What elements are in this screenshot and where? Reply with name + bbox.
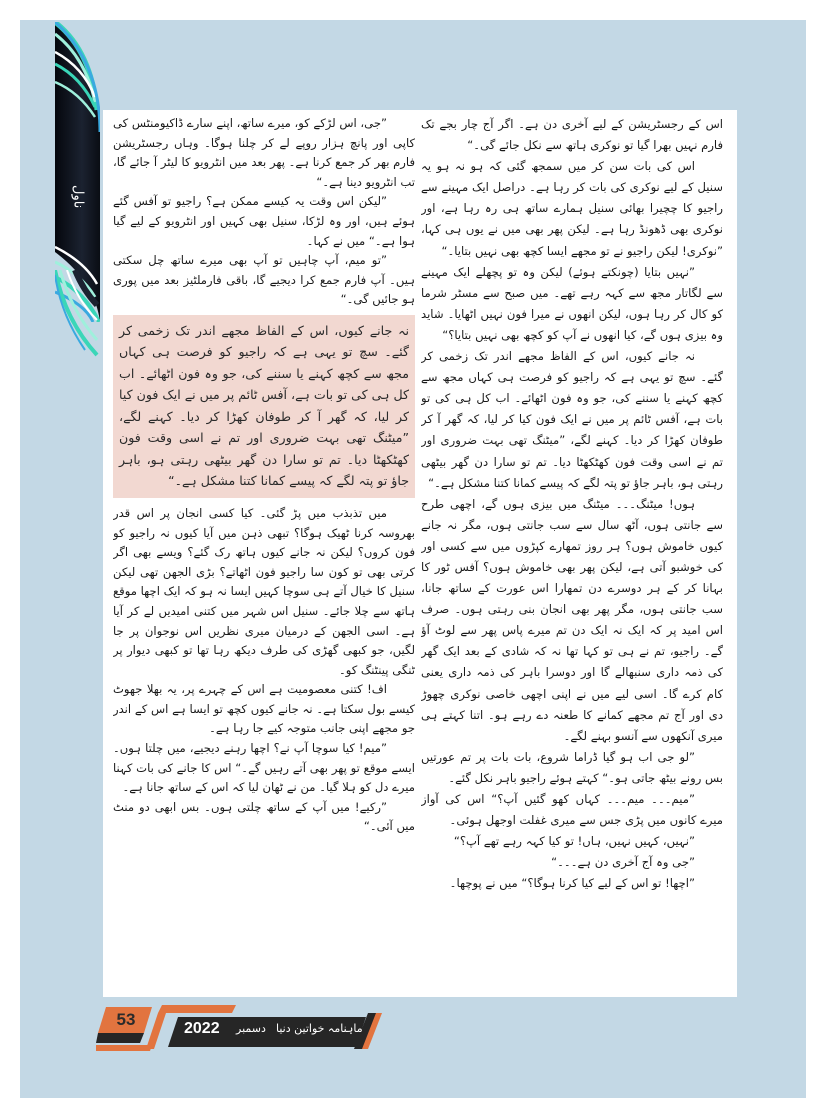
section-label: ناول [70, 185, 86, 209]
paragraph: میں تذبذب میں پڑ گئی۔ کیا کسی انجان پر اس قدر بھروسہ کرنا ٹھیک ہوگا؟ تبھی ذہن میں آیا کیوں نہ راجیو کو فون کروں؟ لیکن نہ جانے کیوں ہاتھ رک گئے؟ ویسے بھی اگر کرتی بھی تو کون سا راجیو فون اٹھاتے؟ بڑی الجھن تھی لیکن سنیل کا خیال آتے ہی سوچا کہیں ایسا نہ ہو کہ ایک اچھا موقع ہاتھ سے چلا جائے۔ سنیل اس شہر میں کتنی امیدیں لے کر آیا ہے۔ اسی الجھن کے درمیان میری نظریں اس نوجوان پر جا لگیں، جو کبھی گھڑی کی طرف دیکھ رہا تھا تو کبھی دیوار پر ٹنگی پینٹنگ کو۔ [113, 505, 415, 677]
paragraph: ”میم! کیا سوچا آپ نے؟ اچھا رہنے دیجیے، میں چلتا ہوں۔ ایسے موقع تو پھر بھی آتے رہیں گے۔“ اس کا جانے کی بات کہنا میرے دل کو ہلا گیا۔ من نے ٹھان لیا کہ اس کے ساتھ جانا ہے۔ [113, 741, 415, 795]
issue-month: دسمبر [236, 1022, 266, 1035]
pull-quote: نہ جانے کیوں، اس کے الفاظ مجھے اندر تک زخمی کر گئے۔ سچ تو یہی ہے کہ راجیو کو فرصت ہی کہاں مجھ سے کچھ کہنے یا سننے کی، جو وہ فون اٹھائے۔ اب کل ہی کی تو بات ہے، آفس ٹائم پر میں نے ایک فون کیا کر لیا، کہ گھر آ کر طوفان کھڑا کر دیا۔ کہنے لگے، ”میٹنگ تھی بہت ضروری اور تم نے اسی وقت فون کھٹکھٹا دیا۔ تم تو سارا دن گھر بیٹھی رہتی ہو، باہر جاؤ تو پتہ لگے کہ پیسے کمانا کتنا مشکل ہے۔“ [113, 315, 415, 498]
issue-year: 2022 [184, 1020, 220, 1037]
paragraph: اس کی بات سن کر میں سمجھ گئی کہ ہو نہ ہو یہ سنیل کے لیے نوکری کی بات کر رہا ہے۔ دراصل ایک مہینے سے راجیو کا چچیرا بھائی سنیل ہمارے ساتھ ہی رہ رہا ہے، اور نوکری بھی ڈھونڈ رہا ہے۔ لیکن پھر بھی میں نے یوں ہی کہا، ”نوکری! لیکن راجیو نے تو مجھے ایسا کچھ بھی نہیں بتایا۔“ [421, 159, 723, 258]
paragraph: ”لو جی اب ہو گیا ڈراما شروع، بات بات پر تم عورتیں بس رونے بیٹھ جاتی ہو۔“ کہتے ہوئے راجیو باہر نکل گئے۔ [421, 749, 723, 785]
paragraph: نہ جانے کیوں، اس کے الفاظ مجھے اندر تک زخمی کر گئے۔ سچ تو یہی ہے کہ راجیو کو فرصت ہی کہاں مجھ سے کچھ کہنے یا سننے کی، جو وہ فون اٹھائے۔ اب کل ہی کی تو بات ہے، آفس ٹائم پر میں نے ایک فون کیا کر لیا، کہ گھر آ کر طوفان کھڑا کر دیا۔ کہنے لگے، ”میٹنگ تھی بہت ضروری اور تم نے اسی وقت فون کھٹکھٹا دیا۔ تم تو سارا دن گھر بیٹھی رہتی ہو، باہر جاؤ تو پتہ لگے کہ پیسے کمانا کتنا مشکل ہے۔“ [421, 349, 723, 490]
paragraph: ”تو میم، آپ چاہیں تو آپ بھی میرے ساتھ چل سکتی ہیں۔ آپ فارم جمع کرا دیجیے گا، باقی فارملٹیز بعد میں پوری ہو جائیں گی۔“ [113, 253, 415, 307]
page-number: 53 [116, 1010, 136, 1029]
left-column [113, 114, 415, 997]
paragraph: ”اچھا! تو اس کے لیے کیا کرنا ہوگا؟“ میں نے پوچھا۔ [449, 876, 695, 891]
section-tab-tail-graphic [55, 270, 100, 360]
article-content [103, 110, 737, 997]
paragraph: ”رکیے! میں آپ کے ساتھ چلتی ہوں۔ بس ابھی دو منٹ میں آئی۔“ [113, 799, 415, 834]
paragraph: اف! کتنی معصومیت ہے اس کے چہرے پر، یہ بھلا جھوٹ کیسے بول سکتا ہے۔ نہ جانے کیوں کچھ تو ایسا ہے اس کے اندر جو مجھے اپنی جانب متوجہ کیے جا رہا ہے۔ [113, 682, 415, 736]
paragraph: ”جی وہ آج آخری دن ہے۔۔۔“ [551, 855, 695, 870]
page-footer [96, 1005, 396, 1053]
magazine-title: ماہنامہ خواتین دنیا [276, 1022, 363, 1035]
left-column-lower [113, 504, 415, 837]
paragraph: ”نہیں، کہیں نہیں، ہاں! تو کیا کہہ رہے تھے آپ؟“ [453, 834, 695, 849]
paragraph: اس کے رجسٹریشن کے لیے آخری دن ہے۔ اگر آج چار بجے تک فارم نہیں بھرا گیا تو نوکری ہاتھ سے نکل جائے گی۔“ [421, 117, 723, 153]
paragraph: ”جی، اس لڑکے کو، میرے ساتھ، اپنے سارے ڈاکیومنٹس کی کاپی اور پانچ ہزار روپے لے کر چلنا ہوگا۔ وہاں رجسٹریشن فارم بھر کر جمع کرنا ہے۔ پھر بعد میں انٹرویو کا لیٹر آ جائے گا، تب انٹرویو دینا ہے۔“ [113, 116, 415, 189]
paragraph: ”نہیں بتایا (چونکتے ہوئے) لیکن وہ تو پچھلے ایک مہینے سے لگاتار مجھ سے کہہ رہے تھے۔ میں صبح سے مسٹر شرما کو کال کر رہا ہوں، لیکن انھوں نے میرا فون نہیں اٹھایا۔ شاید وہ بیزی ہوں گے، کیا انھوں نے آپ کو کچھ بھی نہیں بتایا؟“ [421, 264, 723, 342]
paragraph: ”میم۔۔۔ میم۔۔۔ کہاں کھو گئیں آپ؟“ اس کی آواز میرے کانوں میں پڑی جس سے میری غفلت اوجھل ہوئی۔ [421, 792, 723, 828]
paragraph: ”لیکن اس وقت یہ کیسے ممکن ہے؟ راجیو تو آفس گئے ہوئے ہیں، اور وہ لڑکا، سنیل بھی کہیں اور انٹرویو کے لیے گیا ہوا ہے۔“ میں نے کہا۔ [113, 194, 415, 248]
paragraph: ہوں! میٹنگ۔۔۔ میٹنگ میں بیزی ہوں گے، اچھی طرح سے جانتی ہوں، آٹھ سال سے سب جانتی ہوں، مگر نہ جانے کیوں خاموش ہوں؟ ہر روز تمھارے کپڑوں میں سے کسی اور کی خوشبو آتی ہے، لیکن پھر بھی خاموش ہوں؟ آفس ٹور کا بہانا کر کے ہر دوسرے دن تمھارا اس عورت کے ساتھ جانا، سب جانتی ہوں، مگر پھر بھی انجان بنی رہتی ہوں۔ صرف اس امید پر کہ ایک نہ ایک دن تم میرے پاس پھر سے لوٹ آؤ گے۔ راجیو، تم نے ہی تو کہا تھا نہ کہ شادی کے بعد ایک گھر کی ذمہ داری سنبھالے گا اور دوسرا باہر کی ذمہ داری یعنی کام کرے گا۔ اسی لیے میں نے اپنی اچھی خاصی نوکری چھوڑ دی اور آج تم مجھے کمانے کا طعنہ دے رہے ہو۔ اتنا کہتے ہی میری آنکھوں سے آنسو بہنے لگے۔ [421, 496, 723, 743]
right-column [421, 114, 723, 997]
